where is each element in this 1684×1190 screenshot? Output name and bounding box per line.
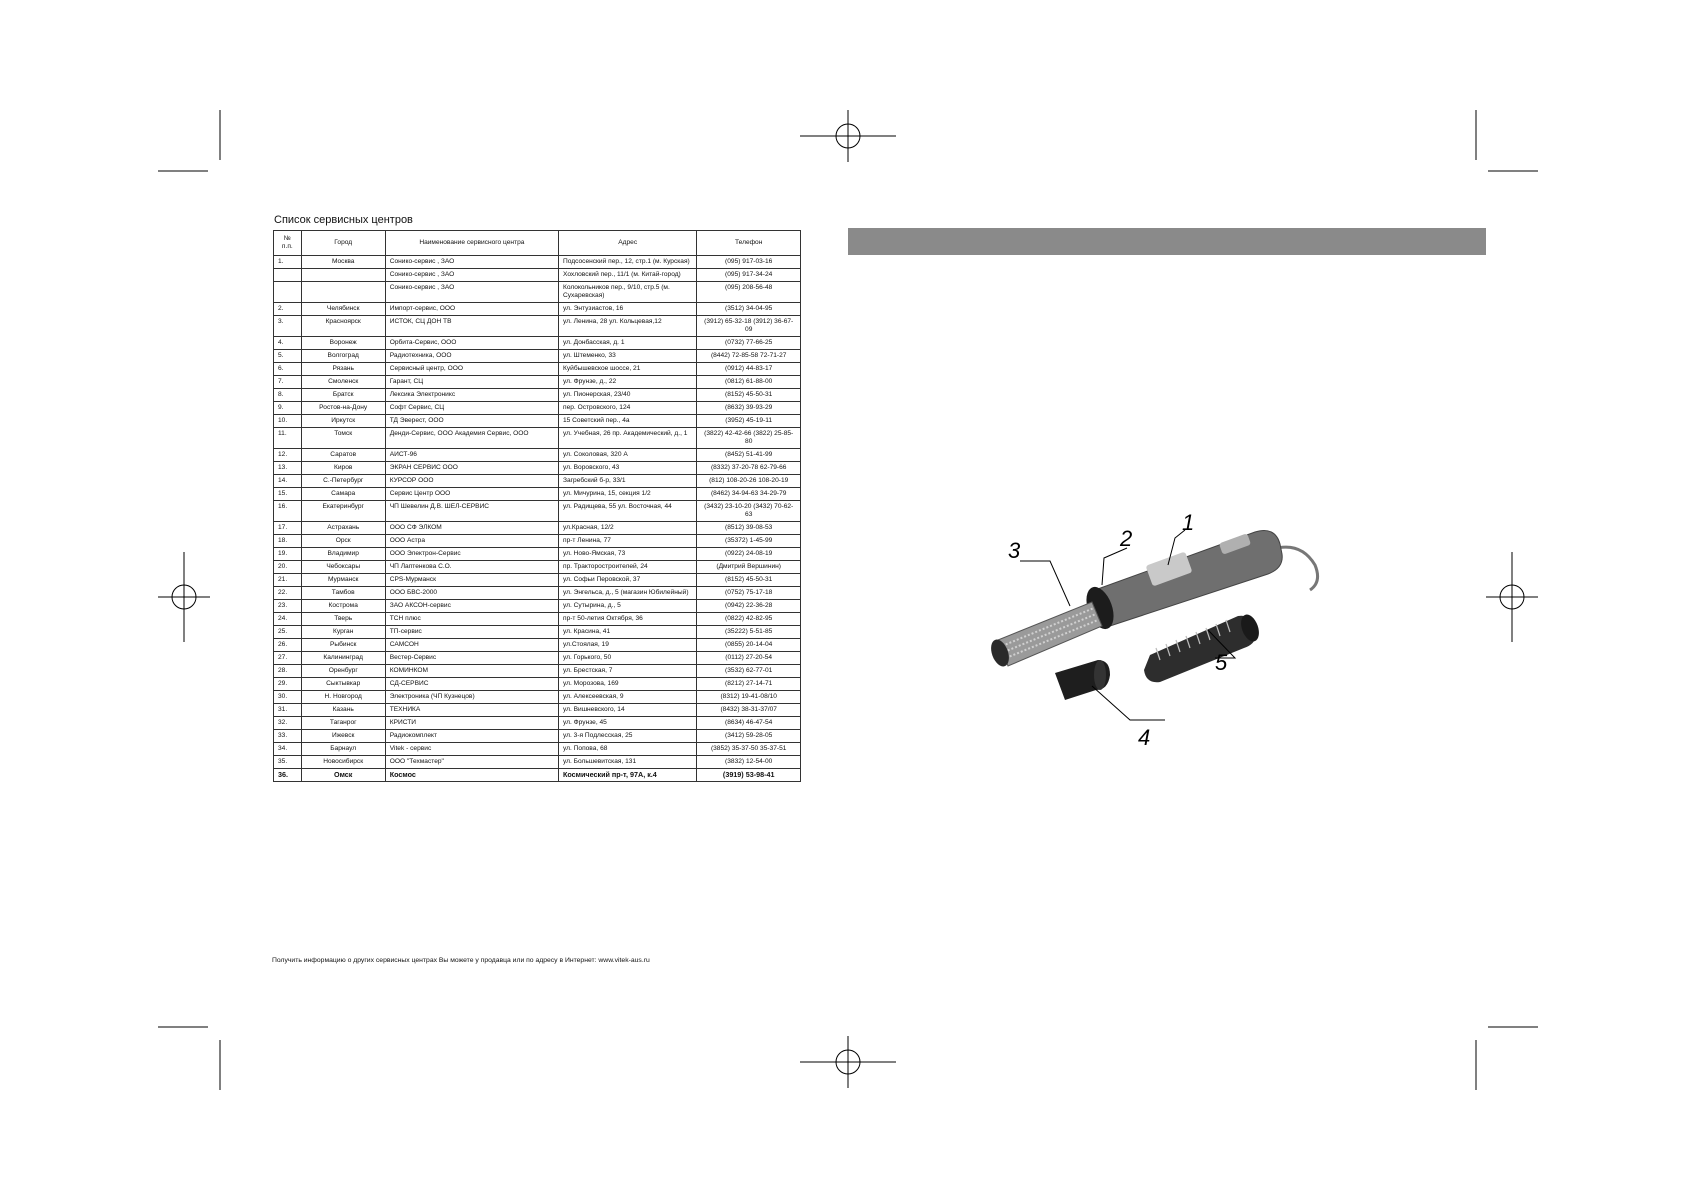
table-row (274, 402, 801, 415)
cell-num: 9. (274, 402, 302, 415)
cell-city: Иркутск (301, 415, 385, 428)
cell-num: 26. (274, 639, 302, 652)
cell-phone: (8634) 46-47-54 (697, 717, 801, 730)
cell-name: Софт Сервис, СЦ (385, 402, 558, 415)
header-city: Город (301, 231, 385, 256)
cell-address: ул. Соколовая, 320 А (559, 449, 697, 462)
cell-num (274, 269, 302, 282)
table-row (274, 501, 801, 522)
service-centers-body (274, 256, 801, 782)
callout-5: 5 (1215, 650, 1228, 675)
cell-name: ТП-сервис (385, 626, 558, 639)
cell-address: ул. Воровского, 43 (559, 462, 697, 475)
cell-city: Красноярск (301, 316, 385, 337)
cell-phone: (0942) 22-36-28 (697, 600, 801, 613)
cell-city: Саратов (301, 449, 385, 462)
cell-num: 8. (274, 389, 302, 402)
cell-phone: (095) 208-56-48 (697, 282, 801, 303)
cell-city: Братск (301, 389, 385, 402)
cell-name: КОМИНКОМ (385, 665, 558, 678)
cell-phone: (3852) 35-37-50 35-37-51 (697, 743, 801, 756)
cell-address: Куйбышевское шоссе, 21 (559, 363, 697, 376)
cell-phone: (095) 917-03-16 (697, 256, 801, 269)
table-row (274, 613, 801, 626)
cell-phone: (8312) 19-41-08/10 (697, 691, 801, 704)
cell-address: ул. Красина, 41 (559, 626, 697, 639)
cell-city: Челябинск (301, 303, 385, 316)
cell-city: Рязань (301, 363, 385, 376)
cell-phone: (35372) 1-45-99 (697, 535, 801, 548)
service-centers-table (273, 230, 801, 782)
cell-name: КРИСТИ (385, 717, 558, 730)
cell-name: ТЕХНИКА (385, 704, 558, 717)
cell-address: Загребский б-р, 33/1 (559, 475, 697, 488)
cell-name: ООО Электрон-Сервис (385, 548, 558, 561)
cell-name: Электроника (ЧП Кузнецов) (385, 691, 558, 704)
cell-phone: (812) 108-20-26 108-20-19 (697, 475, 801, 488)
table-row (274, 678, 801, 691)
cell-phone: (0822) 42-82-95 (697, 613, 801, 626)
cell-name: Сонико-сервис , ЗАО (385, 256, 558, 269)
cell-num: 11. (274, 428, 302, 449)
cell-name: ЗАО АКСОН-сервис (385, 600, 558, 613)
table-row (274, 337, 801, 350)
table-row (274, 363, 801, 376)
cell-address: ул. Софьи Перовской, 37 (559, 574, 697, 587)
cell-num: 7. (274, 376, 302, 389)
cell-name: ТД Эверест, ООО (385, 415, 558, 428)
cell-num (274, 282, 302, 303)
cell-num: 17. (274, 522, 302, 535)
table-row (274, 475, 801, 488)
cell-phone: (8212) 27-14-71 (697, 678, 801, 691)
cell-address: Колокольников пер., 9/10, стр.5 (м. Сухаревская) (559, 282, 697, 303)
cell-address: ул. Мичурина, 15, секция 1/2 (559, 488, 697, 501)
cell-address: ул. Вишневского, 14 (559, 704, 697, 717)
cell-address: ул. Энтузиастов, 16 (559, 303, 697, 316)
cell-name: Вестер-Сервис (385, 652, 558, 665)
cell-address: ул. Пионерская, 23/40 (559, 389, 697, 402)
round-brush-attachment (988, 602, 1102, 669)
cell-num: 18. (274, 535, 302, 548)
cell-phone: (8432) 38-31-37/07 (697, 704, 801, 717)
cell-num: 14. (274, 475, 302, 488)
table-row (274, 717, 801, 730)
cell-num: 25. (274, 626, 302, 639)
table-row (274, 626, 801, 639)
cell-name: Сонико-сервис , ЗАО (385, 269, 558, 282)
cell-phone: (095) 917-34-24 (697, 269, 801, 282)
cell-phone: (3832) 12-54-00 (697, 756, 801, 769)
cell-name: Радиокомплект (385, 730, 558, 743)
cell-phone: (8452) 51-41-99 (697, 449, 801, 462)
footnote: Получить информацию о других сервисных центрах Вы можете у продавца или по адресу в Интернет: www.vitek-aus.ru (272, 957, 650, 964)
table-row (274, 350, 801, 363)
cell-address: ул. 3-я Подлесская, 25 (559, 730, 697, 743)
cell-city: Курган (301, 626, 385, 639)
cell-city: Барнаул (301, 743, 385, 756)
cell-address: ул. Радищева, 55 ул. Восточная, 44 (559, 501, 697, 522)
cell-num: 31. (274, 704, 302, 717)
table-row (274, 256, 801, 269)
cell-name: ЧП Лаптенкова С.О. (385, 561, 558, 574)
cell-city: Новосибирск (301, 756, 385, 769)
callout-3: 3 (1008, 538, 1021, 563)
cell-name: САМСОН (385, 639, 558, 652)
cell-address: пр-т Ленина, 77 (559, 535, 697, 548)
cell-city: Смоленск (301, 376, 385, 389)
cell-address: Подсосенский пер., 12, стр.1 (м. Курская) (559, 256, 697, 269)
cell-phone: (0112) 27-20-54 (697, 652, 801, 665)
table-row (274, 449, 801, 462)
cell-num: 6. (274, 363, 302, 376)
table-row (274, 303, 801, 316)
cell-city: Владимир (301, 548, 385, 561)
cell-name: АИСТ-96 (385, 449, 558, 462)
cell-address: Космический пр-т, 97А, к.4 (559, 769, 697, 782)
cell-num: 20. (274, 561, 302, 574)
cell-city (301, 269, 385, 282)
table-row (274, 743, 801, 756)
cell-city: Екатеринбург (301, 501, 385, 522)
cell-city: Рыбинск (301, 639, 385, 652)
header-name: Наименование сервисного центра (385, 231, 558, 256)
cell-num: 34. (274, 743, 302, 756)
cell-city: Тамбов (301, 587, 385, 600)
cell-city: Самара (301, 488, 385, 501)
cell-num: 4. (274, 337, 302, 350)
header-num: № п.п. (274, 231, 302, 256)
cell-city: Ижевск (301, 730, 385, 743)
cell-num: 15. (274, 488, 302, 501)
cell-phone: (8152) 45-50-31 (697, 389, 801, 402)
hair-styler-illustration (970, 510, 1330, 770)
cell-city: Москва (301, 256, 385, 269)
cell-num: 23. (274, 600, 302, 613)
table-row (274, 730, 801, 743)
concentrator-nozzle (1055, 660, 1110, 700)
cell-city: Омск (301, 769, 385, 782)
cell-address: ул.Стоялая, 19 (559, 639, 697, 652)
cell-phone: (0812) 61-88-00 (697, 376, 801, 389)
cell-address: ул. Морозова, 169 (559, 678, 697, 691)
cell-address: ул. Алексеевская, 9 (559, 691, 697, 704)
table-row (274, 600, 801, 613)
service-list-title: Список сервисных центров (274, 214, 413, 226)
cell-num: 32. (274, 717, 302, 730)
section-header-bar (848, 228, 1486, 255)
cell-num: 29. (274, 678, 302, 691)
table-row (274, 665, 801, 678)
callout-4: 4 (1138, 725, 1151, 750)
cell-name: Космос (385, 769, 558, 782)
cell-name: ЧП Шевелин Д.В. ШЕЛ-СЕРВИС (385, 501, 558, 522)
cell-address: ул. Фрунзе, 45 (559, 717, 697, 730)
cell-city: Волгоград (301, 350, 385, 363)
cell-city: Тверь (301, 613, 385, 626)
table-row (274, 561, 801, 574)
cell-address: ул. Сутырина, д., 5 (559, 600, 697, 613)
table-row (274, 269, 801, 282)
cell-num: 13. (274, 462, 302, 475)
cell-city: Н. Новгород (301, 691, 385, 704)
cell-name: ООО БВС-2000 (385, 587, 558, 600)
cell-name: Импорт-сервис, ООО (385, 303, 558, 316)
cell-address: пер. Островского, 124 (559, 402, 697, 415)
cell-address: ул. Штеменко, 33 (559, 350, 697, 363)
table-row (274, 587, 801, 600)
cell-num: 3. (274, 316, 302, 337)
cell-phone: (8152) 45-50-31 (697, 574, 801, 587)
table-row (274, 522, 801, 535)
cell-name: КУРСОР ООО (385, 475, 558, 488)
cell-address: ул. Ленина, 28 ул. Кольцевая,12 (559, 316, 697, 337)
cell-city: Киров (301, 462, 385, 475)
table-row (274, 639, 801, 652)
cell-name: Гарант, СЦ (385, 376, 558, 389)
table-row (274, 652, 801, 665)
table-header-row (274, 231, 801, 256)
cell-num: 19. (274, 548, 302, 561)
cell-num: 35. (274, 756, 302, 769)
cell-city: С.-Петербург (301, 475, 385, 488)
cell-name: Радиотехника, ООО (385, 350, 558, 363)
cell-name: Сервис Центр ООО (385, 488, 558, 501)
cell-city: Воронеж (301, 337, 385, 350)
cell-phone: (0752) 75-17-18 (697, 587, 801, 600)
bristle-brush-attachment (1144, 612, 1262, 682)
cell-name: CPS-Мурманск (385, 574, 558, 587)
callout-2: 2 (1120, 526, 1133, 551)
cell-city: Таганрог (301, 717, 385, 730)
cell-city: Оренбург (301, 665, 385, 678)
table-row (274, 282, 801, 303)
header-address: Адрес (559, 231, 697, 256)
cell-address: ул. Ново-Ямская, 73 (559, 548, 697, 561)
cell-phone: (3512) 34-04-95 (697, 303, 801, 316)
cell-num: 27. (274, 652, 302, 665)
cell-num: 21. (274, 574, 302, 587)
cell-num: 33. (274, 730, 302, 743)
cell-city: Казань (301, 704, 385, 717)
cell-phone: (3432) 23-10-20 (3432) 70-62-63 (697, 501, 801, 522)
cell-city: Сыктывкар (301, 678, 385, 691)
cell-num: 36. (274, 769, 302, 782)
cell-city: Кострома (301, 600, 385, 613)
cell-num: 28. (274, 665, 302, 678)
cell-phone: (3822) 42-42-66 (3822) 25-85-80 (697, 428, 801, 449)
cell-address: 15 Советский пер., 4а (559, 415, 697, 428)
cell-city: Чебоксары (301, 561, 385, 574)
cell-num: 2. (274, 303, 302, 316)
cell-city: Томск (301, 428, 385, 449)
cell-name: Лексика Электроникс (385, 389, 558, 402)
cell-phone: (0732) 77-66-25 (697, 337, 801, 350)
cell-phone: (8632) 39-93-29 (697, 402, 801, 415)
table-row (274, 574, 801, 587)
cell-num: 24. (274, 613, 302, 626)
cell-name: ТСН плюс (385, 613, 558, 626)
table-row (274, 704, 801, 717)
cell-phone: (8332) 37-20-78 62-79-66 (697, 462, 801, 475)
cell-num: 30. (274, 691, 302, 704)
cell-phone: (8442) 72-85-58 72-71-27 (697, 350, 801, 363)
cell-city (301, 282, 385, 303)
header-phone: Телефон (697, 231, 801, 256)
cell-num: 22. (274, 587, 302, 600)
table-row (274, 769, 801, 782)
cell-name: Сервисный центр, ООО (385, 363, 558, 376)
table-row (274, 756, 801, 769)
cell-name: Сонико-сервис , ЗАО (385, 282, 558, 303)
cell-city: Мурманск (301, 574, 385, 587)
cell-address: ул. Энгельса, д., 5 (магазин Юбилейный) (559, 587, 697, 600)
cell-phone: (3952) 45-19-11 (697, 415, 801, 428)
cell-phone: (3532) 62-77-01 (697, 665, 801, 678)
cell-phone: (3919) 53-98-41 (697, 769, 801, 782)
callout-1: 1 (1182, 510, 1195, 535)
cell-name: ООО СФ ЭЛКОМ (385, 522, 558, 535)
table-row (274, 316, 801, 337)
cell-phone: (8462) 34-94-63 34-29-79 (697, 488, 801, 501)
cell-phone: (Дмитрий Вершинин) (697, 561, 801, 574)
cell-num: 1. (274, 256, 302, 269)
cell-city: Астрахань (301, 522, 385, 535)
table-row (274, 548, 801, 561)
table-row (274, 488, 801, 501)
cell-phone: (3912) 65-32-18 (3912) 36-67-09 (697, 316, 801, 337)
cell-name: ООО "Техмастер" (385, 756, 558, 769)
table-row (274, 691, 801, 704)
table-row (274, 428, 801, 449)
cell-address: ул. Донбасская, д. 1 (559, 337, 697, 350)
table-row (274, 376, 801, 389)
cell-address: Хохловский пер., 11/1 (м. Китай-город) (559, 269, 697, 282)
table-row (274, 535, 801, 548)
cell-address: ул. Большевитская, 131 (559, 756, 697, 769)
cell-name: Денди-Сервис, ООО Академия Сервис, ООО (385, 428, 558, 449)
cell-num: 16. (274, 501, 302, 522)
table-row (274, 415, 801, 428)
cell-name: Орбита-Сервис, ООО (385, 337, 558, 350)
cell-name: ЭКРАН СЕРВИС ООО (385, 462, 558, 475)
cell-phone: (3412) 59-28-05 (697, 730, 801, 743)
cell-address: ул. Брестская, 7 (559, 665, 697, 678)
table-row (274, 462, 801, 475)
cell-name: ИСТОК, СЦ ДОН ТВ (385, 316, 558, 337)
cell-address: пр-т 50-летия Октября, 36 (559, 613, 697, 626)
cell-phone: (0912) 44-83-17 (697, 363, 801, 376)
cell-address: ул. Горького, 50 (559, 652, 697, 665)
cell-city: Калининград (301, 652, 385, 665)
cell-phone: (8512) 39-08-53 (697, 522, 801, 535)
cell-name: СД-СЕРВИС (385, 678, 558, 691)
cell-name: ООО Астра (385, 535, 558, 548)
cell-address: ул. Учебная, 26 пр. Академический, д., 1 (559, 428, 697, 449)
cell-address: ул.Красная, 12/2 (559, 522, 697, 535)
table-row (274, 389, 801, 402)
cell-phone: (0922) 24-08-19 (697, 548, 801, 561)
cell-phone: (0855) 20-14-04 (697, 639, 801, 652)
cell-address: пр. Тракторостроителей, 24 (559, 561, 697, 574)
cell-address: ул. Фрунзе, д., 22 (559, 376, 697, 389)
cell-phone: (35222) 5-51-85 (697, 626, 801, 639)
cell-city: Орск (301, 535, 385, 548)
cell-name: Vitek - сервис (385, 743, 558, 756)
cell-num: 12. (274, 449, 302, 462)
cell-city: Ростов-на-Дону (301, 402, 385, 415)
cell-num: 10. (274, 415, 302, 428)
cell-address: ул. Попова, 68 (559, 743, 697, 756)
cell-num: 5. (274, 350, 302, 363)
